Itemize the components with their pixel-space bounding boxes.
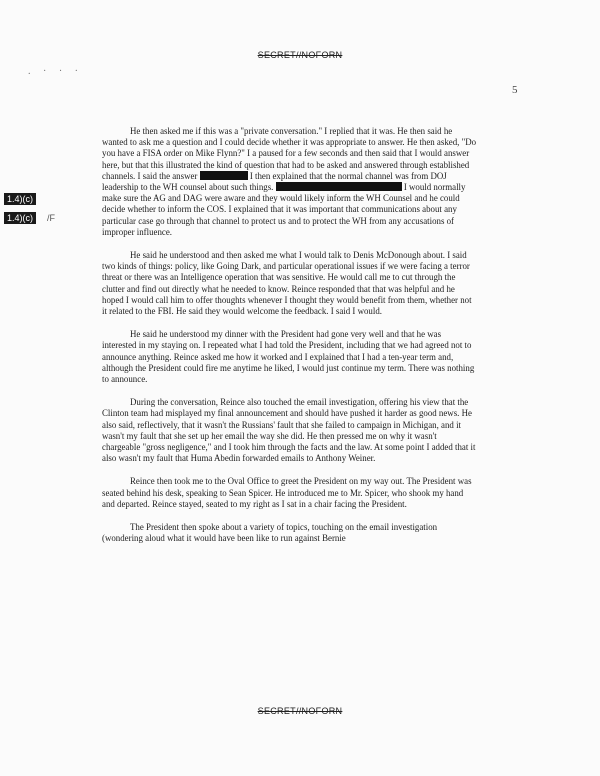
header-classification: SECRET//NOFORN [257, 50, 343, 60]
redaction-code-tag: 1.4)(c) [4, 193, 36, 205]
paragraph: He said he understood my dinner with the President had gone very well and that he was interested in my staying on. I repeated what I had told the President, including that we had agreed not to announce anything. Reince asked me how it worked and I explained that I had a ten-year term and, although the President could fire me anytime he liked, I would just continue my term. There was nothing to announce. [102, 329, 475, 385]
redaction-block [200, 171, 248, 180]
redaction-block [276, 182, 402, 191]
paragraph-text: I would normally make sure the AG and DAG were aware and they would likely inform the WH Counsel and he could decide whether to inform the COS. I explained that it was important that communications about any particular case go through that channel to protect us and to protect the WH from any accusations of improper influence. [102, 182, 466, 237]
paragraph: He said he understood and then asked me what I would talk to Denis McDonough about. I said two kinds of things: policy, like Going Dark, and particular operational issues if we were facing a terror threat or there was an Intelligence operation that was sensitive. He would call me to cut through the clutter and find out directly what he needed to know. Reince responded that that was helpful and he hoped I would call him to offer thoughts whenever I thought they would benefit from them, whether not it related to the FBI. He said they would welcome the feedback. I said I would. [102, 250, 472, 317]
paragraph-text: He then asked me if this was a "private conversation." I replied that it was. He then said he wanted to ask me a question and I could decide whether it was appropriate to answer. He then asked, "Do you have a FISA order on Mike Flynn?" I a paused for a few seconds and then said that I would answer here, but that this illustrated the kind of question that had to be asked and answered through established channels. I said the answer [102, 126, 477, 181]
paragraph: The President then spoke about a variety of topics, touching on the email investigation (wondering aloud what it would have been like to run against Bernie [102, 522, 438, 544]
paragraph: Reince then took me to the Oval Office to greet the President on my way out. The President was seated behind his desk, speaking to Sean Spicer. He introduced me to Mr. Spicer, who shook my hand and departed. Reince stayed, seated to my right as I sat in a chair facing the President. [102, 476, 472, 509]
margin-specks: . · · · [28, 66, 83, 77]
footer-classification: SECRET//NOFORN [257, 706, 343, 716]
paragraph [102, 126, 477, 238]
page-mark: 5 [512, 84, 518, 96]
redaction-code-tag: 1.4)(c) [4, 212, 36, 224]
paragraph-text: I then explained that the normal channel was from DOJ leadership to the WH counsel about such things. [102, 170, 447, 193]
redaction-code-suffix: /F [47, 213, 55, 223]
paragraph: During the conversation, Reince also touched the email investigation, offering his view that the Clinton team had misplayed my final announcement and should have pushed it harder as good news. He also said, reflectively, that it wasn't the Russians' fault that she failed to campaign in Michigan, and it wasn't my fault that she set up her email the way she did. He then pressed me on why it wasn't chargeable "gross negligence," and I took him through the facts and the law. At some point I added that it also wasn't my fault that Huma Abedin forwarded emails to Anthony Weiner. [102, 397, 476, 464]
memo-body [102, 126, 477, 557]
